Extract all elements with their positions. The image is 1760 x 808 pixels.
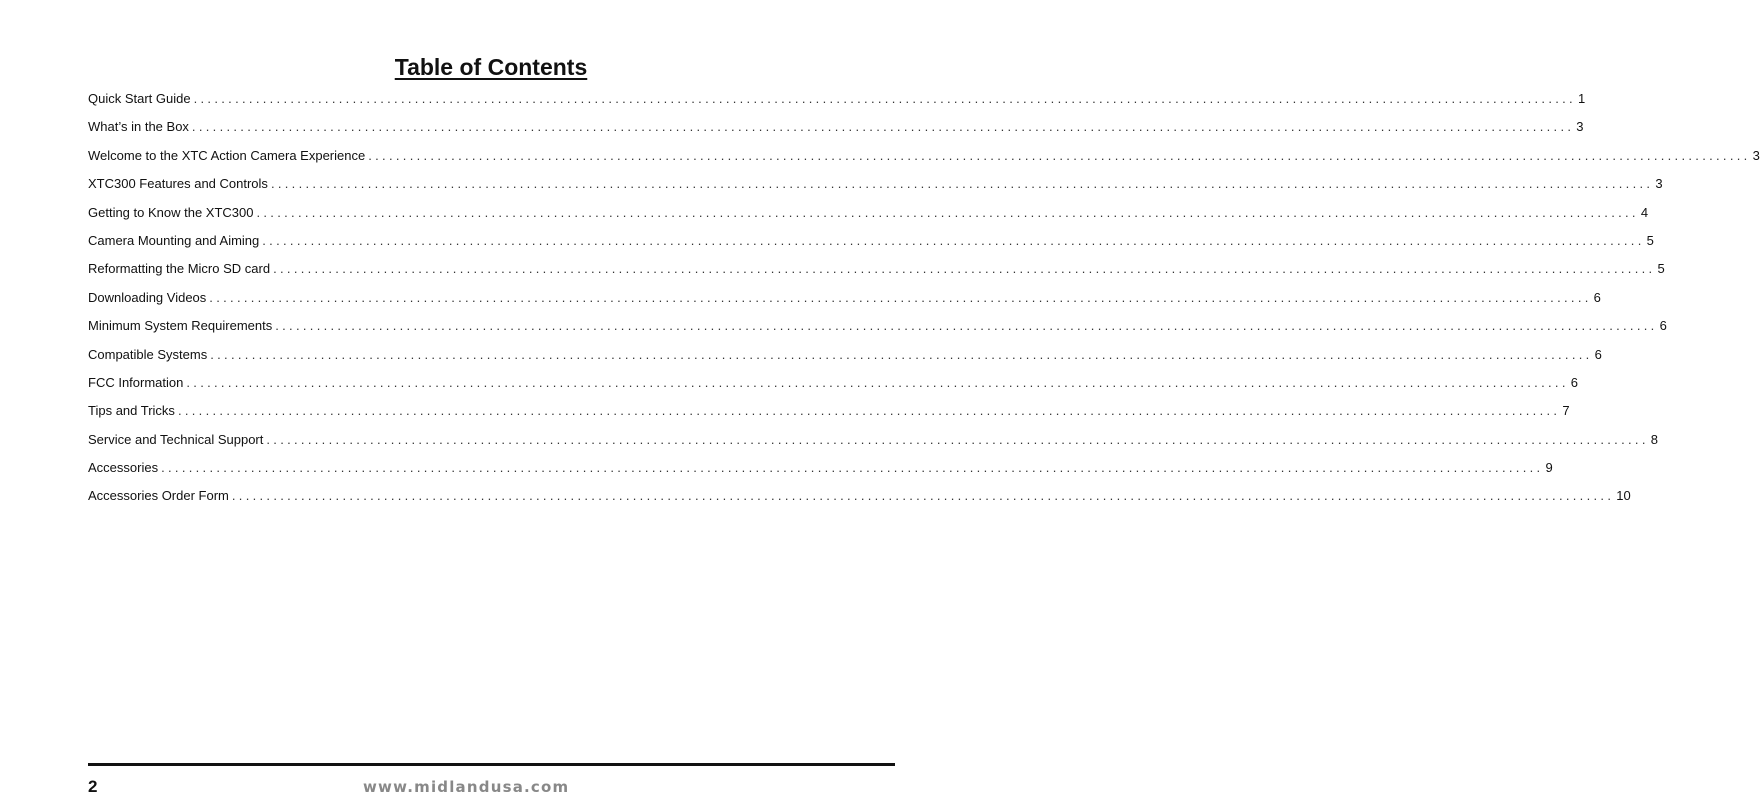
toc-entry[interactable] [88, 486, 1631, 514]
toc-entry-page: 3 [1655, 176, 1663, 192]
toc-entry-page: 4 [1640, 204, 1649, 220]
toc-entry-title: What’s in the Box [88, 119, 189, 135]
toc-dot-leader: ........................................................................................................................................................................................................ [256, 204, 1639, 220]
toc-entry-title: Downloading Videos [88, 289, 207, 305]
toc-entry-page: 6 [1659, 318, 1667, 334]
toc-entry-page: 1 [1577, 91, 1586, 106]
toc-entry-page: 3 [1576, 119, 1584, 135]
toc-dot-leader: ........................................................................................................................................................................................................ [177, 403, 1561, 419]
toc-dot-leader: ........................................................................................................................................................................................................ [266, 431, 1649, 447]
toc-entry-title: Tips and Tricks [88, 403, 175, 419]
toc-list [88, 89, 1760, 515]
toc-entry-title: Reformatting the Micro SD card [88, 261, 271, 277]
toc-entry-title: Minimum System Requirements [88, 318, 273, 334]
footer-website-url[interactable]: www.midlandusa.com [363, 778, 570, 796]
toc-entry[interactable] [88, 401, 1570, 429]
toc-entry[interactable] [88, 117, 1584, 145]
toc-entry-title: Compatible Systems [88, 346, 208, 362]
toc-dot-leader: ........................................................................................................................................................................................................ [209, 289, 1592, 305]
toc-entry-title: Welcome to the XTC Action Camera Experience [88, 147, 366, 163]
toc-dot-leader: ........................................................................................................................................................................................................ [191, 119, 1575, 135]
toc-entry-title: Quick Start Guide [88, 91, 191, 106]
toc-entry-page: 8 [1650, 431, 1658, 447]
toc-entry[interactable] [88, 288, 1601, 316]
toc-entry-page: 5 [1646, 232, 1654, 248]
toc-dot-leader: ........................................................................................................................................................................................................ [210, 346, 1593, 362]
toc-entry-page: 3 [1752, 147, 1760, 163]
toc-entry[interactable] [88, 259, 1665, 287]
toc-dot-leader: ........................................................................................................................................................................................................ [275, 318, 1658, 334]
toc-entry-page: 5 [1657, 261, 1665, 277]
toc-entry-page: 7 [1562, 403, 1570, 419]
toc-dot-leader: ........................................................................................................................................................................................................ [270, 176, 1654, 192]
page-title: Table of Contents [394, 54, 588, 80]
toc-entry[interactable] [88, 203, 1649, 231]
toc-dot-leader: ........................................................................................................................................................................................................ [262, 232, 1645, 248]
toc-entry-page: 6 [1594, 346, 1602, 362]
toc-entry-page: 6 [1570, 374, 1578, 390]
toc-dot-leader: ........................................................................................................................................................................................................ [186, 374, 1569, 390]
toc-entry-title: FCC Information [88, 374, 184, 390]
toc-dot-leader: ........................................................................................................................................................................................................ [273, 261, 1656, 277]
toc-entry-page: 9 [1545, 460, 1553, 476]
toc-dot-leader: ........................................................................................................................................................................................................ [368, 147, 1751, 163]
footer-page-number: 2 [88, 777, 98, 796]
toc-entry-page: 6 [1593, 289, 1601, 305]
toc-entry-page: 10 [1616, 488, 1631, 504]
toc-entry[interactable] [88, 458, 1553, 486]
toc-entry[interactable] [88, 174, 1663, 202]
toc-entry-title: Accessories Order Form [88, 488, 229, 504]
toc-dot-leader: ........................................................................................................................................................................................................ [193, 91, 1576, 106]
toc-entry[interactable] [88, 430, 1658, 458]
toc-entry-title: Accessories [88, 460, 159, 476]
toc-entry[interactable] [88, 373, 1578, 401]
toc-dot-leader: ........................................................................................................................................................................................................ [161, 460, 1544, 476]
toc-entry[interactable] [88, 345, 1602, 373]
toc-entry[interactable] [88, 316, 1667, 344]
footer-divider [88, 763, 895, 766]
toc-dot-leader: ........................................................................................................................................................................................................ [231, 488, 1615, 504]
toc-entry-title: Service and Technical Support [88, 431, 264, 447]
toc-entry[interactable] [88, 89, 1586, 117]
toc-entry[interactable] [88, 146, 1760, 174]
toc-entry-title: Getting to Know the XTC300 [88, 204, 254, 220]
toc-entry-title: XTC300 Features and Controls [88, 176, 268, 192]
toc-entry-title: Camera Mounting and Aiming [88, 232, 260, 248]
toc-entry[interactable] [88, 231, 1654, 259]
